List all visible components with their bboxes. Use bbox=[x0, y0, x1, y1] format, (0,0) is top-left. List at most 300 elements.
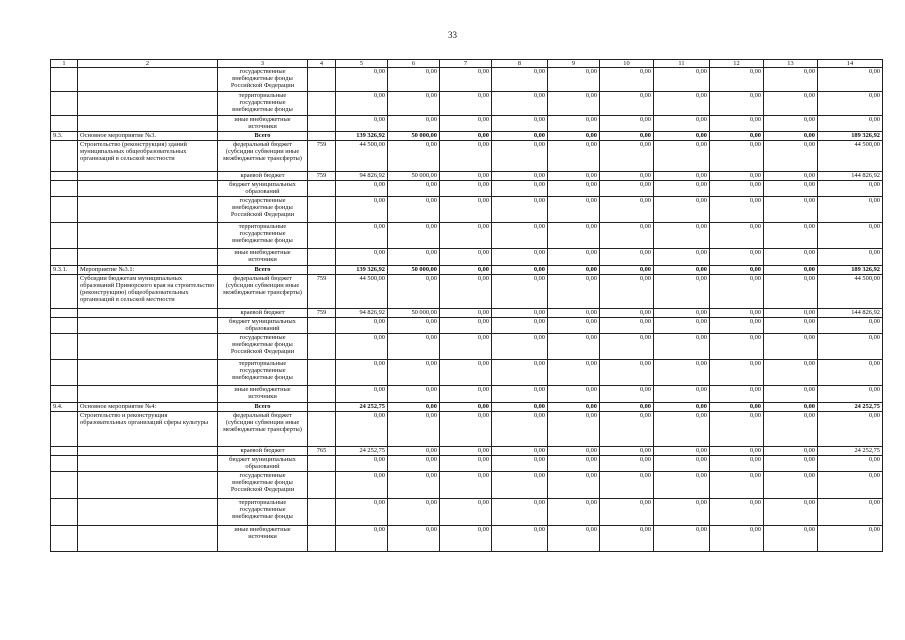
amount-cell: 0,00 bbox=[764, 456, 818, 472]
item-description-cell bbox=[78, 472, 218, 499]
budget-code-cell bbox=[308, 412, 336, 447]
amount-cell: 0,00 bbox=[710, 447, 764, 456]
column-header: 10 bbox=[600, 60, 654, 68]
amount-cell: 0,00 bbox=[492, 132, 548, 141]
table-row-total bbox=[51, 132, 883, 141]
amount-cell: 0,00 bbox=[654, 141, 710, 172]
amount-cell: 50 000,00 bbox=[388, 172, 440, 181]
amount-cell: 0,00 bbox=[710, 472, 764, 499]
amount-cell: 0,00 bbox=[440, 447, 492, 456]
amount-cell: 0,00 bbox=[654, 223, 710, 249]
amount-cell: 0,00 bbox=[764, 92, 818, 116]
funding-source-cell: Всего bbox=[218, 403, 308, 412]
funding-source-cell: территориальные государственные внебюджетные фонды bbox=[218, 360, 308, 386]
budget-code-cell bbox=[308, 472, 336, 499]
amount-cell: 0,00 bbox=[492, 360, 548, 386]
amount-cell: 0,00 bbox=[654, 249, 710, 266]
item-description-cell bbox=[78, 526, 218, 552]
budget-code-cell bbox=[308, 249, 336, 266]
amount-cell: 0,00 bbox=[600, 116, 654, 132]
amount-cell: 0,00 bbox=[764, 472, 818, 499]
column-header: 14 bbox=[818, 60, 883, 68]
amount-cell: 0,00 bbox=[492, 181, 548, 197]
amount-cell: 94 826,92 bbox=[336, 172, 388, 181]
item-description-cell bbox=[78, 181, 218, 197]
amount-cell: 0,00 bbox=[600, 447, 654, 456]
table-row bbox=[51, 412, 883, 447]
table-row-total bbox=[51, 403, 883, 412]
item-number-cell bbox=[51, 447, 78, 456]
amount-cell: 0,00 bbox=[548, 172, 600, 181]
amount-cell: 0,00 bbox=[440, 141, 492, 172]
item-description-cell bbox=[78, 499, 218, 526]
amount-cell: 0,00 bbox=[818, 197, 883, 223]
amount-cell: 0,00 bbox=[654, 360, 710, 386]
budget-code-cell bbox=[308, 334, 336, 360]
amount-cell: 0,00 bbox=[818, 181, 883, 197]
budget-code-cell bbox=[308, 116, 336, 132]
amount-cell: 0,00 bbox=[492, 403, 548, 412]
column-header: 6 bbox=[388, 60, 440, 68]
amount-cell: 0,00 bbox=[388, 275, 440, 309]
amount-cell: 0,00 bbox=[764, 386, 818, 403]
amount-cell: 0,00 bbox=[818, 249, 883, 266]
funding-source-cell: федеральный бюджет (субсидии субвенции иные межбюджетные трансферты) bbox=[218, 141, 308, 172]
amount-cell: 0,00 bbox=[654, 116, 710, 132]
table-row bbox=[51, 197, 883, 223]
amount-cell: 0,00 bbox=[440, 526, 492, 552]
amount-cell: 0,00 bbox=[710, 403, 764, 412]
budget-code-cell: 759 bbox=[308, 275, 336, 309]
funding-source-cell: территориальные государственные внебюджетные фонды bbox=[218, 499, 308, 526]
item-description-cell bbox=[78, 360, 218, 386]
item-number-cell bbox=[51, 249, 78, 266]
amount-cell: 0,00 bbox=[388, 403, 440, 412]
amount-cell: 0,00 bbox=[600, 360, 654, 386]
amount-cell: 0,00 bbox=[818, 92, 883, 116]
amount-cell: 0,00 bbox=[548, 334, 600, 360]
amount-cell: 0,00 bbox=[388, 181, 440, 197]
column-header: 11 bbox=[654, 60, 710, 68]
amount-cell: 0,00 bbox=[548, 360, 600, 386]
item-description-cell bbox=[78, 447, 218, 456]
amount-cell: 0,00 bbox=[600, 92, 654, 116]
amount-cell: 0,00 bbox=[818, 116, 883, 132]
amount-cell: 0,00 bbox=[440, 360, 492, 386]
amount-cell: 0,00 bbox=[764, 403, 818, 412]
amount-cell: 0,00 bbox=[764, 447, 818, 456]
amount-cell: 0,00 bbox=[548, 197, 600, 223]
table-body bbox=[51, 60, 883, 552]
amount-cell: 0,00 bbox=[336, 412, 388, 447]
amount-cell: 0,00 bbox=[710, 68, 764, 92]
item-description-cell bbox=[78, 92, 218, 116]
item-description-cell: Мероприятие №3.1: bbox=[78, 266, 218, 275]
amount-cell: 0,00 bbox=[710, 499, 764, 526]
amount-cell: 0,00 bbox=[818, 360, 883, 386]
amount-cell: 0,00 bbox=[548, 249, 600, 266]
amount-cell: 0,00 bbox=[440, 472, 492, 499]
funding-source-cell: краевой бюджет bbox=[218, 172, 308, 181]
amount-cell: 0,00 bbox=[336, 526, 388, 552]
amount-cell: 0,00 bbox=[336, 386, 388, 403]
amount-cell: 0,00 bbox=[440, 386, 492, 403]
item-number-cell: 9.3.1. bbox=[51, 266, 78, 275]
amount-cell: 0,00 bbox=[492, 141, 548, 172]
amount-cell: 0,00 bbox=[654, 526, 710, 552]
amount-cell: 44 500,00 bbox=[818, 275, 883, 309]
funding-source-cell: краевой бюджет bbox=[218, 447, 308, 456]
table-row bbox=[51, 360, 883, 386]
amount-cell: 0,00 bbox=[764, 68, 818, 92]
item-description-cell bbox=[78, 197, 218, 223]
amount-cell: 0,00 bbox=[336, 318, 388, 334]
table-row bbox=[51, 318, 883, 334]
item-number-cell bbox=[51, 334, 78, 360]
amount-cell: 0,00 bbox=[548, 181, 600, 197]
item-number-cell bbox=[51, 68, 78, 92]
amount-cell: 0,00 bbox=[440, 334, 492, 360]
amount-cell: 0,00 bbox=[600, 318, 654, 334]
column-header: 2 bbox=[78, 60, 218, 68]
amount-cell: 0,00 bbox=[764, 526, 818, 552]
amount-cell: 0,00 bbox=[600, 249, 654, 266]
amount-cell: 24 252,75 bbox=[818, 447, 883, 456]
amount-cell: 0,00 bbox=[548, 92, 600, 116]
item-number-cell bbox=[51, 526, 78, 552]
amount-cell: 0,00 bbox=[710, 172, 764, 181]
amount-cell: 0,00 bbox=[492, 412, 548, 447]
amount-cell: 0,00 bbox=[710, 412, 764, 447]
item-number-cell bbox=[51, 456, 78, 472]
item-number-cell bbox=[51, 141, 78, 172]
amount-cell: 0,00 bbox=[710, 386, 764, 403]
amount-cell: 0,00 bbox=[388, 318, 440, 334]
funding-source-cell: краевой бюджет bbox=[218, 309, 308, 318]
amount-cell: 0,00 bbox=[818, 472, 883, 499]
amount-cell: 0,00 bbox=[654, 403, 710, 412]
amount-cell: 0,00 bbox=[600, 68, 654, 92]
funding-source-cell: федеральный бюджет (субсидии субвенции иные межбюджетные трансферты) bbox=[218, 275, 308, 309]
amount-cell: 0,00 bbox=[492, 223, 548, 249]
item-description-cell bbox=[78, 223, 218, 249]
amount-cell: 0,00 bbox=[764, 223, 818, 249]
amount-cell: 0,00 bbox=[440, 309, 492, 318]
amount-cell: 0,00 bbox=[600, 309, 654, 318]
table-row bbox=[51, 68, 883, 92]
amount-cell: 0,00 bbox=[818, 499, 883, 526]
item-description-cell bbox=[78, 172, 218, 181]
amount-cell: 0,00 bbox=[818, 223, 883, 249]
amount-cell: 0,00 bbox=[764, 499, 818, 526]
amount-cell: 0,00 bbox=[548, 132, 600, 141]
budget-table bbox=[50, 59, 883, 552]
amount-cell: 0,00 bbox=[336, 116, 388, 132]
budget-code-cell: 759 bbox=[308, 141, 336, 172]
amount-cell: 0,00 bbox=[600, 132, 654, 141]
item-number-cell bbox=[51, 116, 78, 132]
budget-code-cell bbox=[308, 318, 336, 334]
amount-cell: 0,00 bbox=[440, 197, 492, 223]
amount-cell: 0,00 bbox=[654, 132, 710, 141]
amount-cell: 0,00 bbox=[440, 172, 492, 181]
item-description-cell bbox=[78, 116, 218, 132]
amount-cell: 0,00 bbox=[764, 116, 818, 132]
amount-cell: 0,00 bbox=[492, 309, 548, 318]
funding-source-cell: иные внебюджетные источники bbox=[218, 116, 308, 132]
amount-cell: 0,00 bbox=[548, 456, 600, 472]
table-row bbox=[51, 141, 883, 172]
amount-cell: 0,00 bbox=[548, 141, 600, 172]
amount-cell: 0,00 bbox=[764, 275, 818, 309]
amount-cell: 0,00 bbox=[600, 526, 654, 552]
item-description-cell bbox=[78, 318, 218, 334]
table-row bbox=[51, 334, 883, 360]
amount-cell: 0,00 bbox=[388, 197, 440, 223]
amount-cell: 0,00 bbox=[654, 68, 710, 92]
amount-cell: 0,00 bbox=[440, 318, 492, 334]
amount-cell: 0,00 bbox=[600, 181, 654, 197]
amount-cell: 0,00 bbox=[336, 334, 388, 360]
amount-cell: 0,00 bbox=[492, 68, 548, 92]
amount-cell: 0,00 bbox=[818, 526, 883, 552]
amount-cell: 50 000,00 bbox=[388, 309, 440, 318]
item-number-cell bbox=[51, 172, 78, 181]
amount-cell: 0,00 bbox=[492, 249, 548, 266]
amount-cell: 0,00 bbox=[654, 334, 710, 360]
funding-source-cell: государственные внебюджетные фонды Российской Федерации bbox=[218, 472, 308, 499]
amount-cell: 0,00 bbox=[440, 275, 492, 309]
table-row bbox=[51, 116, 883, 132]
amount-cell: 44 500,00 bbox=[336, 275, 388, 309]
amount-cell: 0,00 bbox=[388, 499, 440, 526]
column-header: 7 bbox=[440, 60, 492, 68]
column-header: 8 bbox=[492, 60, 548, 68]
budget-code-cell bbox=[308, 132, 336, 141]
funding-source-cell: государственные внебюджетные фонды Российской Федерации bbox=[218, 334, 308, 360]
amount-cell: 0,00 bbox=[336, 360, 388, 386]
amount-cell: 0,00 bbox=[654, 412, 710, 447]
funding-source-cell: территориальные государственные внебюджетные фонды bbox=[218, 223, 308, 249]
item-number-cell bbox=[51, 360, 78, 386]
amount-cell: 0,00 bbox=[440, 499, 492, 526]
amount-cell: 0,00 bbox=[764, 181, 818, 197]
table-row bbox=[51, 275, 883, 309]
amount-cell: 0,00 bbox=[548, 318, 600, 334]
amount-cell: 0,00 bbox=[388, 223, 440, 249]
amount-cell: 0,00 bbox=[600, 386, 654, 403]
amount-cell: 0,00 bbox=[440, 403, 492, 412]
amount-cell: 0,00 bbox=[600, 412, 654, 447]
table-row bbox=[51, 181, 883, 197]
amount-cell: 0,00 bbox=[548, 386, 600, 403]
item-description-cell bbox=[78, 249, 218, 266]
amount-cell: 0,00 bbox=[710, 132, 764, 141]
amount-cell: 0,00 bbox=[818, 386, 883, 403]
amount-cell: 0,00 bbox=[388, 141, 440, 172]
column-header: 3 bbox=[218, 60, 308, 68]
amount-cell: 0,00 bbox=[548, 309, 600, 318]
amount-cell: 0,00 bbox=[388, 386, 440, 403]
amount-cell: 0,00 bbox=[818, 68, 883, 92]
amount-cell: 0,00 bbox=[492, 116, 548, 132]
item-description-cell: Субсидии бюджетам муниципальных образований Приморского края на строительство (реконструкцию) общеобразовательных организаций в сельской местности bbox=[78, 275, 218, 309]
amount-cell: 0,00 bbox=[440, 249, 492, 266]
page-number: 33 bbox=[448, 30, 457, 40]
amount-cell: 0,00 bbox=[764, 318, 818, 334]
item-description-cell: Строительство и реконструкция образовательных организаций сферы культуры bbox=[78, 412, 218, 447]
budget-code-cell bbox=[308, 68, 336, 92]
amount-cell: 0,00 bbox=[600, 223, 654, 249]
budget-code-cell bbox=[308, 360, 336, 386]
amount-cell: 0,00 bbox=[336, 499, 388, 526]
amount-cell: 0,00 bbox=[336, 92, 388, 116]
amount-cell: 0,00 bbox=[388, 447, 440, 456]
funding-source-cell: иные внебюджетные источники bbox=[218, 249, 308, 266]
amount-cell: 0,00 bbox=[710, 92, 764, 116]
column-header-row bbox=[51, 60, 883, 68]
amount-cell: 0,00 bbox=[710, 275, 764, 309]
amount-cell: 0,00 bbox=[654, 447, 710, 456]
amount-cell: 0,00 bbox=[600, 334, 654, 360]
budget-code-cell bbox=[308, 386, 336, 403]
funding-source-cell: бюджет муниципальных образований bbox=[218, 181, 308, 197]
budget-code-cell bbox=[308, 499, 336, 526]
amount-cell: 0,00 bbox=[388, 360, 440, 386]
amount-cell: 0,00 bbox=[600, 266, 654, 275]
item-number-cell bbox=[51, 223, 78, 249]
amount-cell: 144 826,92 bbox=[818, 172, 883, 181]
table-row bbox=[51, 172, 883, 181]
amount-cell: 0,00 bbox=[764, 141, 818, 172]
amount-cell: 0,00 bbox=[548, 275, 600, 309]
amount-cell: 0,00 bbox=[492, 472, 548, 499]
amount-cell: 0,00 bbox=[388, 334, 440, 360]
item-description-cell bbox=[78, 334, 218, 360]
item-number-cell bbox=[51, 197, 78, 223]
amount-cell: 0,00 bbox=[548, 403, 600, 412]
amount-cell: 0,00 bbox=[440, 92, 492, 116]
budget-code-cell: 765 bbox=[308, 447, 336, 456]
table-row-total bbox=[51, 266, 883, 275]
amount-cell: 0,00 bbox=[764, 334, 818, 360]
amount-cell: 0,00 bbox=[492, 318, 548, 334]
table-row bbox=[51, 92, 883, 116]
item-description-cell: Строительство (реконструкция) зданий муниципальных общеобразовательных организаций в сельской местности bbox=[78, 141, 218, 172]
item-number-cell bbox=[51, 386, 78, 403]
item-number-cell bbox=[51, 309, 78, 318]
amount-cell: 0,00 bbox=[710, 223, 764, 249]
amount-cell: 0,00 bbox=[764, 197, 818, 223]
budget-code-cell: 759 bbox=[308, 172, 336, 181]
budget-code-cell bbox=[308, 92, 336, 116]
amount-cell: 0,00 bbox=[654, 456, 710, 472]
amount-cell: 0,00 bbox=[654, 92, 710, 116]
funding-source-cell: бюджет муниципальных образований bbox=[218, 456, 308, 472]
funding-source-cell: бюджет муниципальных образований bbox=[218, 318, 308, 334]
amount-cell: 0,00 bbox=[764, 360, 818, 386]
amount-cell: 50 000,00 bbox=[388, 266, 440, 275]
amount-cell: 0,00 bbox=[818, 456, 883, 472]
amount-cell: 0,00 bbox=[388, 456, 440, 472]
amount-cell: 0,00 bbox=[654, 172, 710, 181]
amount-cell: 0,00 bbox=[654, 266, 710, 275]
amount-cell: 0,00 bbox=[710, 360, 764, 386]
item-description-cell: Основное мероприятие №3. bbox=[78, 132, 218, 141]
amount-cell: 0,00 bbox=[764, 309, 818, 318]
amount-cell: 0,00 bbox=[654, 181, 710, 197]
amount-cell: 0,00 bbox=[336, 181, 388, 197]
amount-cell: 0,00 bbox=[492, 456, 548, 472]
item-number-cell bbox=[51, 92, 78, 116]
amount-cell: 0,00 bbox=[492, 172, 548, 181]
funding-source-cell: территориальные государственные внебюджетные фонды bbox=[218, 92, 308, 116]
budget-code-cell bbox=[308, 197, 336, 223]
amount-cell: 0,00 bbox=[654, 309, 710, 318]
amount-cell: 0,00 bbox=[336, 68, 388, 92]
amount-cell: 0,00 bbox=[492, 386, 548, 403]
amount-cell: 0,00 bbox=[548, 526, 600, 552]
amount-cell: 0,00 bbox=[710, 309, 764, 318]
amount-cell: 0,00 bbox=[818, 318, 883, 334]
amount-cell: 0,00 bbox=[764, 132, 818, 141]
amount-cell: 0,00 bbox=[710, 116, 764, 132]
amount-cell: 0,00 bbox=[440, 412, 492, 447]
amount-cell: 0,00 bbox=[548, 499, 600, 526]
item-number-cell bbox=[51, 181, 78, 197]
amount-cell: 0,00 bbox=[654, 197, 710, 223]
amount-cell: 0,00 bbox=[492, 447, 548, 456]
amount-cell: 0,00 bbox=[388, 249, 440, 266]
item-number-cell: 9.3. bbox=[51, 132, 78, 141]
funding-source-cell: иные внебюджетные источники bbox=[218, 386, 308, 403]
item-number-cell: 9.4. bbox=[51, 403, 78, 412]
amount-cell: 0,00 bbox=[654, 318, 710, 334]
budget-code-cell bbox=[308, 266, 336, 275]
amount-cell: 139 326,92 bbox=[336, 132, 388, 141]
amount-cell: 0,00 bbox=[388, 116, 440, 132]
amount-cell: 0,00 bbox=[710, 526, 764, 552]
item-number-cell bbox=[51, 499, 78, 526]
amount-cell: 0,00 bbox=[440, 68, 492, 92]
amount-cell: 0,00 bbox=[548, 266, 600, 275]
amount-cell: 0,00 bbox=[440, 223, 492, 249]
column-header: 9 bbox=[548, 60, 600, 68]
amount-cell: 44 500,00 bbox=[818, 141, 883, 172]
column-header: 12 bbox=[710, 60, 764, 68]
budget-code-cell bbox=[308, 223, 336, 249]
budget-code-cell bbox=[308, 403, 336, 412]
amount-cell: 0,00 bbox=[492, 499, 548, 526]
amount-cell: 0,00 bbox=[492, 275, 548, 309]
amount-cell: 0,00 bbox=[548, 223, 600, 249]
amount-cell: 24 252,75 bbox=[336, 403, 388, 412]
amount-cell: 0,00 bbox=[600, 472, 654, 499]
budget-code-cell bbox=[308, 456, 336, 472]
amount-cell: 0,00 bbox=[710, 266, 764, 275]
amount-cell: 0,00 bbox=[440, 456, 492, 472]
item-number-cell bbox=[51, 472, 78, 499]
amount-cell: 0,00 bbox=[440, 181, 492, 197]
amount-cell: 50 000,00 bbox=[388, 132, 440, 141]
amount-cell: 0,00 bbox=[336, 456, 388, 472]
amount-cell: 0,00 bbox=[492, 197, 548, 223]
amount-cell: 24 252,75 bbox=[336, 447, 388, 456]
item-description-cell bbox=[78, 386, 218, 403]
amount-cell: 189 326,92 bbox=[818, 132, 883, 141]
amount-cell: 0,00 bbox=[600, 141, 654, 172]
amount-cell: 0,00 bbox=[548, 447, 600, 456]
